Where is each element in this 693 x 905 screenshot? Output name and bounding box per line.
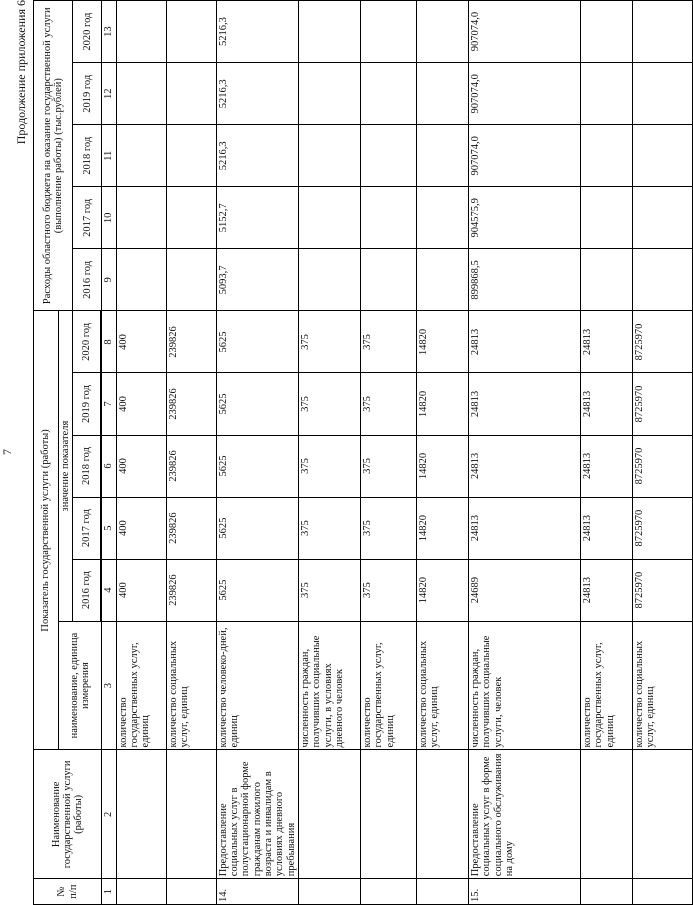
expense-value: 907074,0 [468,1,580,63]
table-row [632,1,692,905]
expense-value [580,1,632,63]
header-expenses: Расходы областного бюджета на оказание государственной услуги (выполнение работы) (тыс.рублей) [34,1,73,311]
service-name [632,750,692,879]
indicator-value: 5625 [216,435,298,497]
expense-value [298,1,360,63]
indicator-value: 239826 [166,311,216,373]
indicator-value: 375 [298,559,360,621]
indicator-value: 8725970 [632,559,692,621]
expense-value: 904575,9 [468,187,580,249]
indicator-value: 24813 [468,497,580,559]
indicator-value: 24813 [580,373,632,435]
header-number: № п/п [34,879,102,905]
indicator-value: 8725970 [632,311,692,373]
indicator-value: 24813 [580,435,632,497]
header-indicator-value: значение показателя [59,311,73,621]
indicator-value: 400 [116,311,166,373]
indicator-name: количество человеко-дней, единиц [216,621,298,750]
header-expenses-2019: 2019 год [73,63,102,125]
continuation-note: Продолжение приложения 6 [14,0,28,145]
header-indicator: Показатель государственной услуги (работы) [34,311,59,750]
row-number [416,879,468,905]
expense-value [298,249,360,311]
service-name [360,750,416,879]
expense-value: 907074,0 [468,125,580,187]
expense-value [166,187,216,249]
indicator-value: 239826 [166,373,216,435]
expense-value: 5152,7 [216,187,298,249]
column-number: 12 [102,63,116,125]
page-number: 7 [0,449,14,455]
indicator-value: 400 [116,497,166,559]
column-number: 11 [102,125,116,187]
expense-value [580,187,632,249]
column-number: 3 [102,621,116,750]
column-number: 5 [102,497,116,559]
service-name [166,750,216,879]
expense-value [580,63,632,125]
column-number: 2 [102,750,116,879]
column-number: 4 [102,559,116,621]
column-number: 7 [102,373,116,435]
header-year-2019: 2019 год [73,373,101,435]
header-expenses-2016: 2016 год [73,249,102,311]
indicator-value: 375 [298,497,360,559]
indicator-name: количество социальных услуг, единиц [632,621,692,750]
header-unit: наименование, единица измерения [59,621,102,750]
row-number: 14. [216,879,298,905]
expense-value [116,187,166,249]
expense-value: 5216,3 [216,125,298,187]
indicator-name: количество государственных услуг, единиц [116,621,166,750]
indicator-name: численность граждан, получивших социальные услуги, человек [468,621,580,750]
indicator-value: 14820 [416,311,468,373]
expense-value [298,125,360,187]
service-name: Предоставление социальных услуг в полустационарной форме гражданам пожилого возраста и инвалидам в условиях дневного пребывания [216,750,298,879]
indicator-value: 375 [298,311,360,373]
column-number-row [102,1,116,905]
expense-value [632,249,692,311]
indicator-value: 400 [116,435,166,497]
indicator-value: 400 [116,559,166,621]
indicator-value: 24813 [468,311,580,373]
indicator-value: 24813 [580,497,632,559]
header-expenses-2018: 2018 год [73,125,102,187]
indicator-value: 14820 [416,497,468,559]
indicator-value: 375 [360,435,416,497]
table-row [298,1,360,905]
expense-value [166,249,216,311]
row-number: 15. [468,879,580,905]
indicator-value: 14820 [416,559,468,621]
table-row [580,1,632,905]
expense-value [116,63,166,125]
expense-value [416,125,468,187]
header-expenses-2017: 2017 год [73,187,102,249]
indicator-value: 5625 [216,311,298,373]
indicator-value: 375 [360,373,416,435]
expense-value [632,187,692,249]
expense-value [632,1,692,63]
expense-value [416,1,468,63]
service-name: Предоставление социальных услуг в форме социального обслуживания на дому [468,750,580,879]
expense-value: 5093,7 [216,249,298,311]
indicator-value: 8725970 [632,497,692,559]
column-number: 1 [102,879,116,905]
expense-value [580,249,632,311]
service-name [298,750,360,879]
indicator-value: 375 [298,435,360,497]
indicator-value: 24813 [468,435,580,497]
expense-value [298,187,360,249]
service-name [580,750,632,879]
indicator-name: количество социальных услуг, единиц [416,621,468,750]
header-service-name: Наименование государственной услуги (работы) [34,750,102,879]
indicator-value: 24813 [580,311,632,373]
row-number [298,879,360,905]
service-name [416,750,468,879]
table-row [216,1,298,905]
expense-value: 5216,3 [216,1,298,63]
indicator-value: 24689 [468,559,580,621]
column-number: 13 [102,1,116,63]
indicator-name: количество государственных услуг, единиц [580,621,632,750]
service-name [116,750,166,879]
expense-value [416,249,468,311]
indicator-value: 14820 [416,435,468,497]
header-year-2018: 2018 год [73,435,101,497]
expense-value [116,1,166,63]
expense-value [166,125,216,187]
expense-value: 907074,0 [468,63,580,125]
row-number [116,879,166,905]
indicator-value: 24813 [580,559,632,621]
expense-value [416,187,468,249]
header-expenses-2020: 2020 год [73,1,102,63]
row-number [360,879,416,905]
expense-value [580,125,632,187]
indicator-value: 5625 [216,497,298,559]
column-number: 10 [102,187,116,249]
indicator-name: численность граждан, получивших социальные услуги, в условиях дневного человек [298,621,360,750]
indicator-value: 375 [360,497,416,559]
indicator-name: количество государственных услуг, единиц [360,621,416,750]
expense-value [166,1,216,63]
indicator-name: количество социальных услуг, единиц [166,621,216,750]
services-table [33,0,693,905]
expense-value [298,63,360,125]
table-row [416,1,468,905]
expense-value: 899868,5 [468,249,580,311]
indicator-value: 8725970 [632,435,692,497]
expense-value [116,125,166,187]
expense-value [632,125,692,187]
expense-value [360,1,416,63]
header-year-2017: 2017 год [73,497,101,559]
header-year-2020: 2020 год [73,311,101,373]
table-row [116,1,166,905]
expense-value [360,187,416,249]
indicator-value: 400 [116,373,166,435]
table-row [166,1,216,905]
indicator-value: 8725970 [632,373,692,435]
indicator-value: 5625 [216,559,298,621]
column-number: 9 [102,249,116,311]
table-row [468,1,580,905]
row-number [166,879,216,905]
column-number: 8 [102,311,116,373]
expense-value: 5216,3 [216,63,298,125]
expense-value [166,63,216,125]
expense-value [416,63,468,125]
expense-value [360,63,416,125]
indicator-value: 14820 [416,373,468,435]
indicator-value: 239826 [166,497,216,559]
column-number: 6 [102,435,116,497]
expense-value [360,125,416,187]
table-row [360,1,416,905]
header-year-2016: 2016 год [73,559,101,621]
expense-value [360,249,416,311]
indicator-value: 375 [360,559,416,621]
indicator-value: 375 [360,311,416,373]
indicator-value: 239826 [166,559,216,621]
row-number [632,879,692,905]
indicator-value: 375 [298,373,360,435]
indicator-value: 239826 [166,435,216,497]
indicator-value: 5625 [216,373,298,435]
row-number [580,879,632,905]
expense-value [632,63,692,125]
expense-value [116,249,166,311]
indicator-value: 24813 [468,373,580,435]
